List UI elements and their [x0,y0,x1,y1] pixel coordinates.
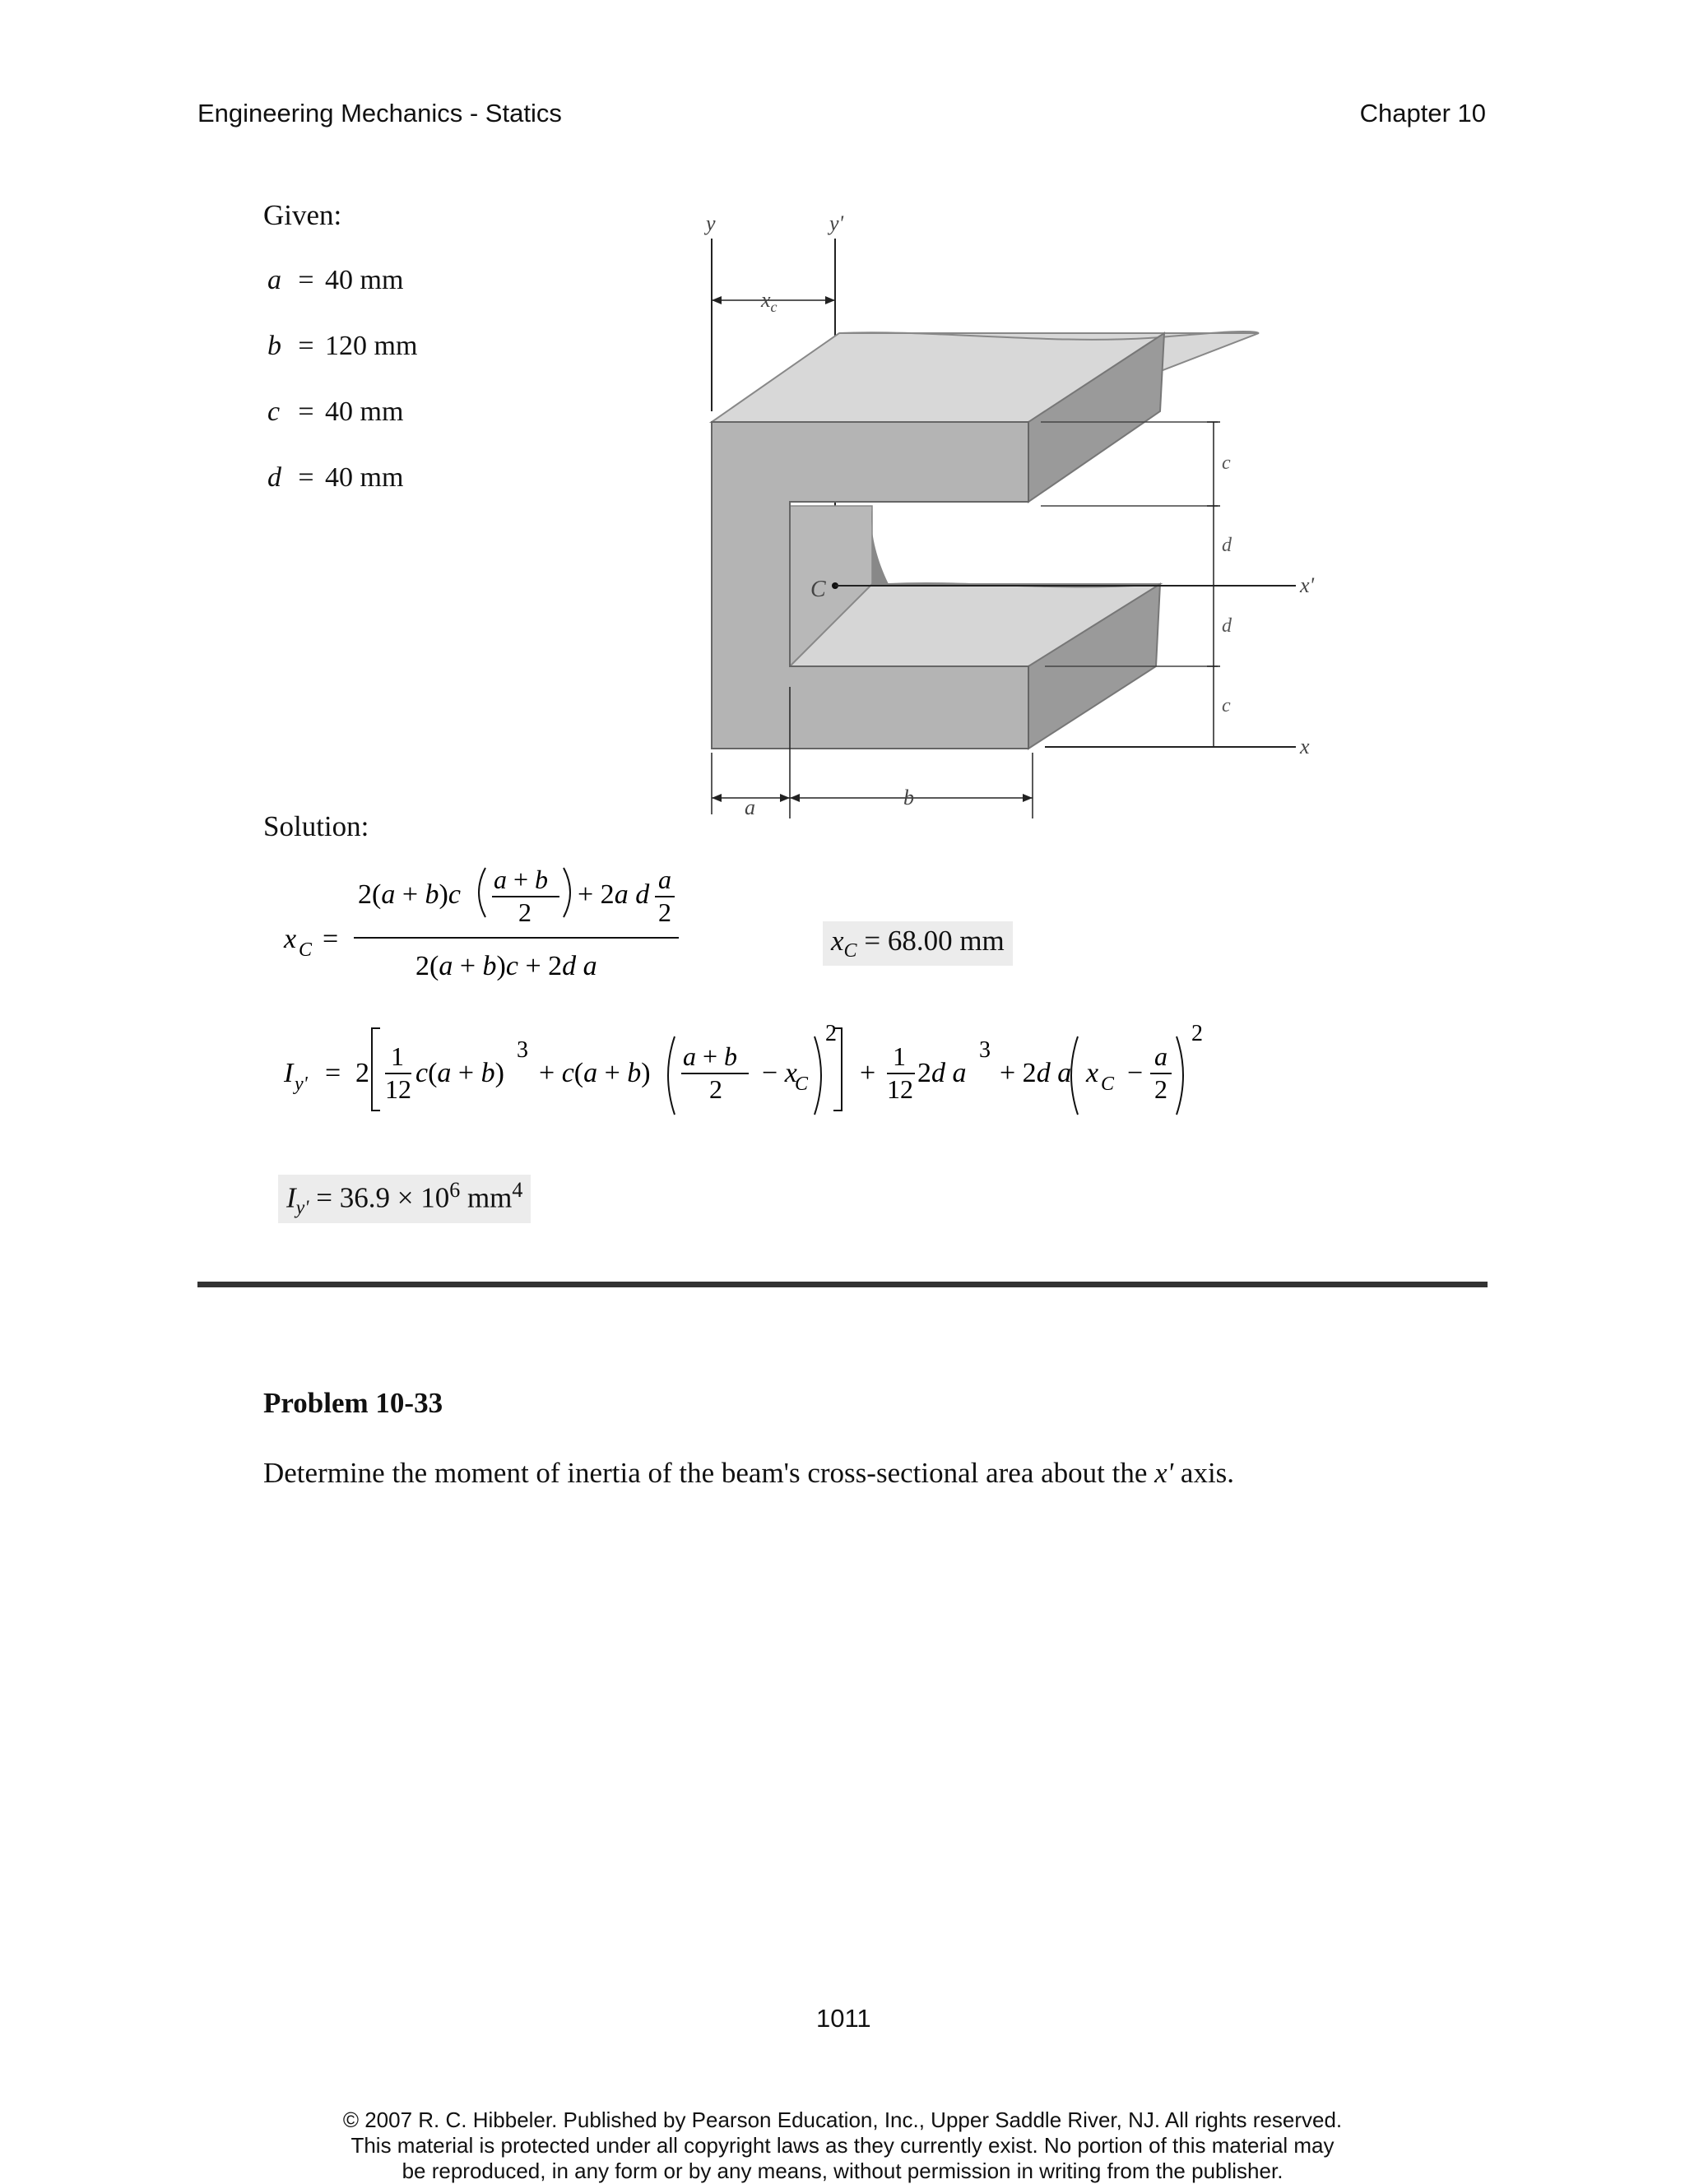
svg-text:2: 2 [355,1058,369,1088]
xc-result: $x_C = 68.00$ mm [823,921,1013,966]
svg-text:12: 12 [887,1074,913,1104]
dim-c-top-label: c [1222,452,1231,474]
given-var-b: b = 120 mm [267,331,418,361]
x-axis-label: x [1300,735,1310,758]
svg-text:=: = [325,1058,341,1088]
dim-a-label: a [745,795,755,819]
svg-text:2d a: 2d a [917,1058,967,1088]
solution-title: Solution: [263,810,369,842]
svg-text:3: 3 [517,1037,528,1063]
svg-text:1: 1 [893,1041,906,1071]
iy-formula [272,1016,1218,1131]
svg-text:I: I [284,1058,294,1088]
svg-text:y': y' [295,1073,308,1095]
beam-figure [683,206,1358,831]
header-title: Engineering Mechanics - Statics [197,99,562,128]
svg-text:− x: − x [762,1058,797,1088]
svg-text:2: 2 [825,1021,837,1046]
svg-text:a + b: a + b [683,1041,738,1071]
svg-text:a: a [658,865,671,894]
svg-text:2: 2 [709,1074,722,1104]
svg-text:2: 2 [518,897,531,927]
dim-d-bottom-label: d [1222,615,1232,637]
section-divider [197,1282,1488,1287]
svg-text:2(a + b)c + 2d a: 2(a + b)c + 2d a [415,951,597,981]
svg-text:c(a + b): c(a + b) [415,1058,504,1088]
xc-formula [272,856,699,995]
y-prime-axis-label: y' [829,211,844,235]
svg-text:C: C [795,1073,809,1095]
svg-text:2: 2 [658,897,671,927]
copyright-footer: © 2007 R. C. Hibbeler. Published by Pearson Education, Inc., Upper Saddle River, NJ. All rights reserved. This material is protected under all copyright laws as they currently exist. No portion of this material may be reproduced, in any form or by any means, without permission in writing from the publisher. [342,2107,1343,2183]
centroid-label: C [810,577,826,602]
svg-text:12: 12 [385,1074,411,1104]
dim-b-label: b [903,786,914,809]
svg-text:x: x [284,924,297,954]
given-var-d: d = 40 mm [267,462,404,493]
svg-text:a + b: a + b [494,865,549,894]
header-chapter: Chapter 10 [1359,99,1486,128]
svg-text:a: a [1154,1041,1167,1071]
svg-text:2(a + b)c: 2(a + b)c [358,879,461,910]
svg-text:+ c(a + b): + c(a + b) [539,1058,651,1088]
problem-statement: Determine the moment of inertia of the beam's cross-sectional area about the x' axis. [263,1457,1235,1489]
dim-d-top-label: d [1222,535,1232,556]
x-prime-axis-label: x' [1300,573,1315,597]
page-number: 1011 [816,2004,871,2033]
svg-text:3: 3 [979,1037,991,1063]
svg-text:=: = [323,924,339,954]
svg-text:2: 2 [1191,1021,1203,1046]
y-axis-label: y [706,211,716,235]
dim-c-bottom-label: c [1222,695,1231,716]
given-var-c: c = 40 mm [267,396,404,427]
iy-result: $I_{y'} = 36.9 \times 10^6$ $mm^4$ [278,1175,531,1223]
svg-text:+ 2d a: + 2d a [1000,1058,1072,1088]
svg-text:2: 2 [1154,1074,1167,1104]
svg-text:+: + [860,1058,876,1088]
svg-text:x: x [1086,1058,1099,1088]
problem-title: Problem 10-33 [263,1387,443,1419]
given-var-a: a = 40 mm [267,265,404,295]
svg-text:C: C [1101,1073,1115,1095]
svg-text:1: 1 [391,1041,404,1071]
svg-text:+ 2a d: + 2a d [578,879,650,910]
svg-text:−: − [1127,1058,1144,1088]
svg-text:C: C [299,939,313,961]
xc-dimension-label: $x_c$ [761,288,778,315]
given-title: Given: [263,199,342,231]
